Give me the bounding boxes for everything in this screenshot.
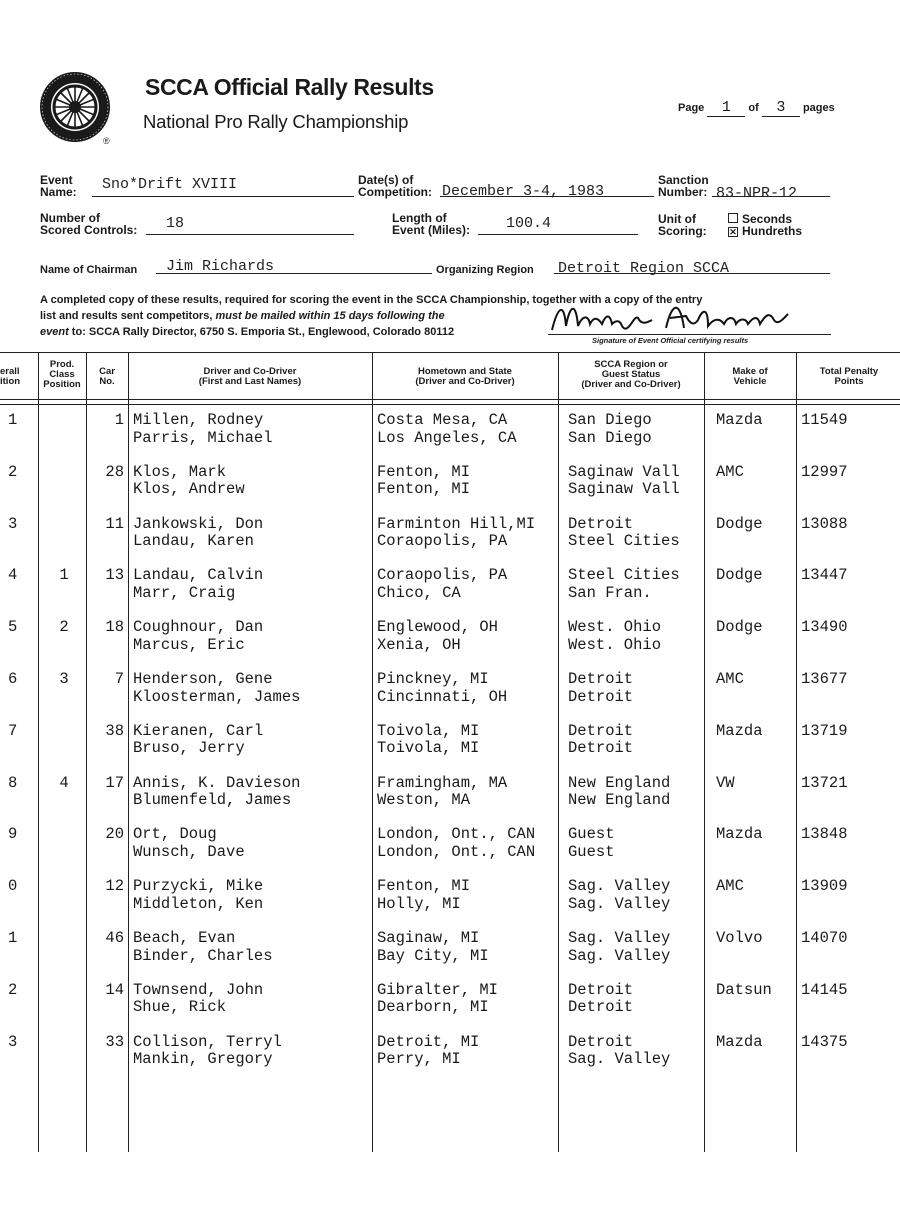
driver-cell-line-1: Annis, K. Davieson	[133, 773, 301, 792]
col-header-overall: erall ition	[0, 366, 21, 387]
driver-cell-line-1: Townsend, John	[133, 980, 264, 999]
region-cell-line-2: Sag. Valley	[568, 946, 671, 965]
region-cell-line-2: Guest	[568, 842, 615, 861]
region-cell-line-1: Detroit	[568, 980, 634, 999]
points-cell: 14070	[801, 929, 848, 947]
seconds-checkbox[interactable]	[728, 213, 738, 223]
table-row	[0, 1034, 900, 1086]
hometown-cell-line-2: Perry, MI	[377, 1050, 461, 1069]
region-cell-line-1: West. Ohio	[568, 618, 662, 637]
hometown-cell-line-2: Weston, MA	[377, 791, 471, 810]
hometown-cell-line-1: Framingham, MA	[377, 773, 508, 792]
hometown-cell-line-1: Coraopolis, PA	[377, 566, 508, 585]
hometown-cell	[377, 930, 489, 965]
driver-cell	[133, 567, 263, 602]
chairman-value: Jim Richards	[166, 258, 275, 275]
region-cell	[568, 826, 615, 861]
region-cell	[568, 775, 670, 810]
region-cell	[568, 516, 680, 551]
region-cell-line-1: Saginaw Vall	[568, 462, 680, 481]
make-cell: Mazda	[716, 721, 763, 740]
hometown-cell	[377, 619, 498, 654]
table-row	[0, 723, 900, 775]
sanction-value: 83-NPR-12	[716, 185, 798, 202]
driver-cell	[133, 982, 263, 1017]
driver-cell	[133, 619, 263, 654]
hometown-cell-line-2: Toivola, MI	[377, 739, 480, 758]
controls-line	[146, 234, 354, 235]
col-header-class: Prod. Class Position	[43, 359, 81, 390]
points-cell: 12997	[801, 462, 848, 481]
hometown-cell	[377, 878, 470, 913]
driver-cell-line-2: Kloosterman, James	[133, 687, 301, 706]
length-line	[478, 234, 638, 235]
driver-cell-line-1: Collison, Terryl	[133, 1032, 282, 1051]
signature-line	[548, 334, 831, 335]
hometown-cell	[377, 775, 507, 810]
table-top-rule	[0, 352, 900, 353]
length-label: Length of Event (Miles):	[392, 211, 471, 237]
points-cell: 13088	[801, 514, 848, 533]
hometown-cell-line-2: Coraopolis, PA	[377, 532, 508, 551]
region-cell	[568, 412, 652, 447]
hometown-cell-line-2: Los Angeles, CA	[377, 428, 517, 447]
driver-cell-line-2: Middleton, Ken	[133, 894, 264, 913]
driver-cell-line-2: Marcus, Eric	[133, 635, 245, 654]
car-number-cell: 20	[105, 825, 124, 844]
col-header-car: Car No.	[99, 366, 115, 387]
driver-cell-line-1: Millen, Rodney	[133, 411, 264, 429]
hometown-cell-line-1: Fenton, MI	[377, 462, 471, 481]
region-cell	[568, 671, 633, 706]
table-row	[0, 412, 900, 464]
make-cell: Dodge	[716, 514, 763, 533]
hometown-cell-line-2: Fenton, MI	[377, 480, 471, 499]
date-label: Date(s) of Competition:	[358, 173, 432, 199]
make-cell: Volvo	[716, 929, 763, 947]
overall-cell: 2	[8, 980, 18, 999]
overall-cell: 1	[8, 411, 18, 429]
col-header-points: Total Penalty Points	[819, 366, 879, 387]
region-cell-line-1: Detroit	[568, 670, 634, 688]
car-number-cell: 11	[105, 514, 124, 533]
overall-cell: 9	[8, 825, 18, 844]
driver-cell-line-1: Klos, Mark	[133, 462, 227, 481]
hometown-cell	[377, 723, 479, 758]
page-subtitle: National Pro Rally Championship	[143, 111, 409, 132]
overall-cell: 6	[8, 670, 18, 688]
hometown-cell-line-2: Cincinnati, OH	[377, 687, 508, 706]
driver-cell-line-1: Purzycki, Mike	[133, 877, 264, 896]
hometown-cell-line-2: London, Ont., CAN	[377, 842, 536, 861]
overall-cell: 3	[8, 514, 18, 533]
region-cell-line-2: Steel Cities	[568, 532, 680, 551]
driver-cell	[133, 412, 273, 447]
region-cell-line-1: Guest	[568, 825, 615, 844]
table-row	[0, 775, 900, 827]
driver-cell-line-2: Marr, Craig	[133, 583, 236, 602]
hometown-cell	[377, 826, 535, 861]
scca-wheel-logo-icon	[38, 70, 112, 144]
hometown-cell-line-1: Farminton Hill,MI	[377, 514, 536, 533]
hometown-cell	[377, 516, 535, 551]
region-cell-line-2: West. Ohio	[568, 635, 662, 654]
driver-cell-line-1: Jankowski, Don	[133, 514, 264, 533]
driver-cell	[133, 930, 273, 965]
region-cell	[568, 1034, 670, 1069]
car-number-cell: 17	[105, 773, 124, 792]
page-total: 3	[762, 99, 800, 117]
driver-cell-line-2: Mankin, Gregory	[133, 1050, 273, 1069]
region-cell	[568, 567, 680, 602]
overall-cell: 1	[8, 929, 18, 947]
driver-cell-line-2: Bruso, Jerry	[133, 739, 245, 758]
table-row	[0, 930, 900, 982]
hometown-cell	[377, 982, 498, 1017]
hometown-cell	[377, 1034, 479, 1069]
region-cell-line-1: Sag. Valley	[568, 877, 671, 896]
driver-cell	[133, 516, 263, 551]
points-cell: 11549	[801, 411, 848, 429]
table-row	[0, 878, 900, 930]
overall-cell: 8	[8, 773, 18, 792]
table-row	[0, 982, 900, 1034]
driver-cell-line-2: Shue, Rick	[133, 998, 227, 1017]
car-number-cell: 1	[114, 411, 124, 429]
table-row	[0, 516, 900, 568]
event-name-value: Sno*Drift XVIII	[102, 176, 238, 193]
points-cell: 13447	[801, 566, 848, 585]
driver-cell-line-2: Landau, Karen	[133, 532, 254, 551]
region-cell-line-1: San Diego	[568, 411, 652, 429]
make-cell: AMC	[716, 877, 744, 896]
region-cell	[568, 619, 661, 654]
make-cell: AMC	[716, 462, 744, 481]
table-row	[0, 619, 900, 671]
table-header-rule	[0, 399, 900, 400]
overall-cell: 7	[8, 721, 18, 740]
region-cell-line-1: New England	[568, 773, 671, 792]
region-cell-line-2: Sag. Valley	[568, 1050, 671, 1069]
registered-mark: ®	[103, 136, 110, 146]
table-row	[0, 567, 900, 619]
points-cell: 13909	[801, 877, 848, 896]
chairman-label: Name of Chairman	[40, 264, 138, 276]
region-cell	[568, 930, 670, 965]
region-cell-line-2: Detroit	[568, 687, 634, 706]
region-value: Detroit Region SCCA	[558, 260, 730, 277]
make-cell: Datsun	[716, 980, 772, 999]
driver-cell-line-2: Blumenfeld, James	[133, 791, 292, 810]
make-cell: Mazda	[716, 411, 763, 429]
class-position-cell: 2	[59, 618, 69, 637]
driver-cell-line-2: Klos, Andrew	[133, 480, 245, 499]
driver-cell	[133, 671, 300, 706]
points-cell: 14145	[801, 980, 848, 999]
driver-cell	[133, 1034, 282, 1069]
table-row	[0, 826, 900, 878]
region-cell-line-2: New England	[568, 791, 671, 810]
region-cell-line-2: San Diego	[568, 428, 652, 447]
region-cell-line-1: Sag. Valley	[568, 929, 671, 947]
signature-caption: Signature of Event Official certifying results	[592, 336, 749, 345]
sanction-label: Sanction Number:	[658, 173, 709, 199]
hometown-cell	[377, 412, 517, 447]
points-cell: 14375	[801, 1032, 848, 1051]
hometown-cell-line-1: London, Ont., CAN	[377, 825, 536, 844]
make-cell: Mazda	[716, 1032, 763, 1051]
hometown-cell-line-2: Holly, MI	[377, 894, 461, 913]
col-header-hometown: Hometown and State (Driver and Co-Driver)	[415, 366, 515, 387]
hometown-cell-line-1: Fenton, MI	[377, 877, 471, 896]
car-number-cell: 14	[105, 980, 124, 999]
region-cell	[568, 723, 633, 758]
driver-cell-line-1: Landau, Calvin	[133, 566, 264, 585]
region-cell-line-1: Steel Cities	[568, 566, 680, 585]
hometown-cell-line-1: Toivola, MI	[377, 721, 480, 740]
car-number-cell: 13	[105, 566, 124, 585]
driver-cell-line-1: Beach, Evan	[133, 929, 236, 947]
hometown-cell-line-1: Costa Mesa, CA	[377, 411, 508, 429]
event-name-line	[92, 196, 354, 197]
region-cell-line-2: Detroit	[568, 739, 634, 758]
page-title: SCCA Official Rally Results	[145, 74, 434, 100]
region-cell	[568, 464, 680, 499]
region-cell-line-1: Detroit	[568, 721, 634, 740]
driver-cell-line-1: Ort, Doug	[133, 825, 217, 844]
overall-cell: 4	[8, 566, 18, 585]
car-number-cell: 38	[105, 721, 124, 740]
points-cell: 13719	[801, 721, 848, 740]
mailing-notice: A completed copy of these results, required for scoring the event in the SCCA Championship, together with a copy of the entry list and results sent competitors, must be mailed within 15 days following the event to: SCCA Rally Director, 6750 S. Emporia St., Englewood, Colorado 80112	[40, 294, 703, 338]
hometown-cell	[377, 464, 470, 499]
car-number-cell: 33	[105, 1032, 124, 1051]
points-cell: 13848	[801, 825, 848, 844]
col-header-driver: Driver and Co-Driver (First and Last Names)	[198, 366, 302, 387]
hometown-cell-line-2: Dearborn, MI	[377, 998, 489, 1017]
points-cell: 13490	[801, 618, 848, 637]
event-name-label: Event Name:	[40, 173, 77, 199]
car-number-cell: 46	[105, 929, 124, 947]
driver-cell	[133, 775, 300, 810]
col-header-region: SCCA Region or Guest Status (Driver and Co-Driver)	[581, 359, 681, 390]
driver-cell-line-2: Parris, Michael	[133, 428, 273, 447]
make-cell: Mazda	[716, 825, 763, 844]
region-cell	[568, 982, 633, 1017]
make-cell: Dodge	[716, 618, 763, 637]
driver-cell-line-1: Henderson, Gene	[133, 670, 273, 688]
overall-cell: 2	[8, 462, 18, 481]
controls-label: Number of Scored Controls:	[40, 211, 138, 237]
overall-cell: 5	[8, 618, 18, 637]
region-cell-line-1: Detroit	[568, 514, 634, 533]
region-cell-line-1: Detroit	[568, 1032, 634, 1051]
driver-cell-line-2: Binder, Charles	[133, 946, 273, 965]
hundreths-checkbox[interactable]: ✕	[729, 227, 737, 237]
overall-cell: 3	[8, 1032, 18, 1051]
region-cell-line-2: Detroit	[568, 998, 634, 1017]
driver-cell-line-1: Coughnour, Dan	[133, 618, 264, 637]
region-cell-line-2: Sag. Valley	[568, 894, 671, 913]
driver-cell-line-1: Kieranen, Carl	[133, 721, 264, 740]
controls-value: 18	[166, 215, 185, 232]
hometown-cell-line-2: Bay City, MI	[377, 946, 489, 965]
make-cell: AMC	[716, 670, 744, 688]
car-number-cell: 7	[114, 670, 124, 688]
class-position-cell: 4	[59, 773, 69, 792]
car-number-cell: 12	[105, 877, 124, 896]
date-value: December 3-4, 1983	[442, 183, 605, 200]
driver-cell	[133, 826, 245, 861]
table-header-rule-2	[0, 404, 900, 405]
hometown-cell-line-2: Chico, CA	[377, 583, 461, 602]
make-cell: Dodge	[716, 566, 763, 585]
points-cell: 13677	[801, 670, 848, 688]
car-number-cell: 28	[105, 462, 124, 481]
hometown-cell	[377, 567, 507, 602]
col-header-make: Make of Vehicle	[732, 366, 768, 387]
page-number: 1	[707, 99, 745, 117]
class-position-cell: 3	[59, 670, 69, 688]
hometown-cell-line-1: Detroit, MI	[377, 1032, 480, 1051]
hometown-cell	[377, 671, 507, 706]
points-cell: 13721	[801, 773, 848, 792]
region-cell-line-2: Saginaw Vall	[568, 480, 680, 499]
table-row	[0, 464, 900, 516]
region-cell-line-2: San Fran.	[568, 583, 652, 602]
hometown-cell-line-1: Saginaw, MI	[377, 929, 480, 947]
region-label: Organizing Region	[436, 264, 534, 276]
driver-cell	[133, 878, 263, 913]
page-counter: Page 1 of 3 pages	[678, 99, 835, 116]
overall-cell: 0	[8, 877, 18, 896]
driver-cell	[133, 723, 263, 758]
length-value: 100.4	[506, 215, 552, 232]
region-cell	[568, 878, 670, 913]
official-signature-icon	[548, 296, 808, 338]
driver-cell	[133, 464, 245, 499]
driver-cell-line-2: Wunsch, Dave	[133, 842, 245, 861]
class-position-cell: 1	[59, 566, 69, 585]
hometown-cell-line-2: Xenia, OH	[377, 635, 461, 654]
car-number-cell: 18	[105, 618, 124, 637]
unit-options: Seconds ✕ Hundreths	[729, 212, 802, 238]
hometown-cell-line-1: Pinckney, MI	[377, 670, 489, 688]
unit-label: Unit of Scoring:	[658, 212, 707, 238]
table-row	[0, 671, 900, 723]
make-cell: VW	[716, 773, 735, 792]
hometown-cell-line-1: Gibralter, MI	[377, 980, 498, 999]
hometown-cell-line-1: Englewood, OH	[377, 618, 498, 637]
